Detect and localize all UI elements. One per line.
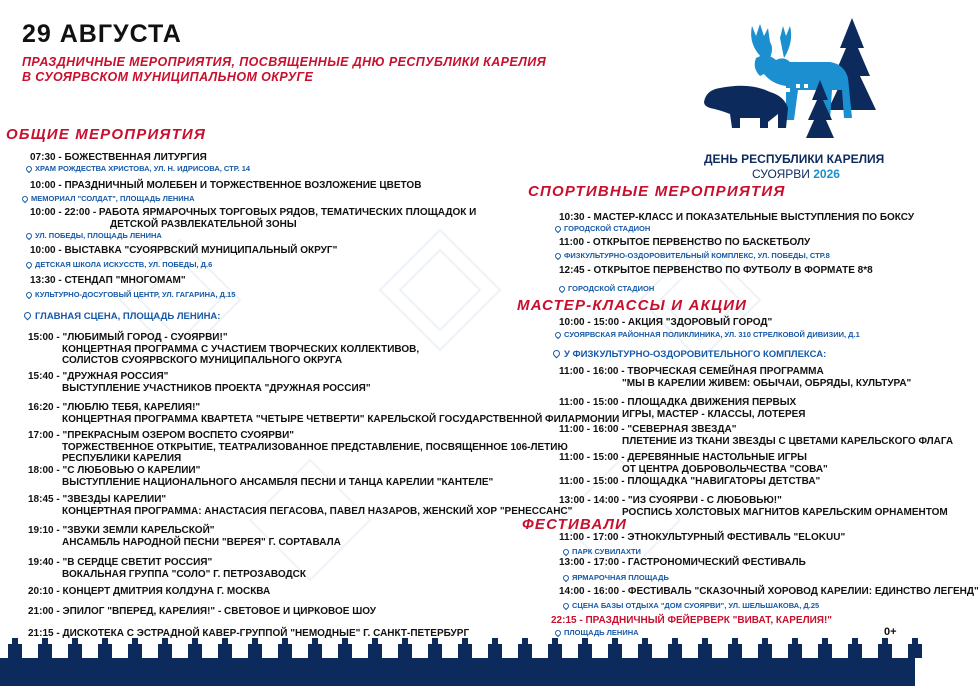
location-pin-icon [21, 195, 29, 203]
bottom-ornament-band [0, 636, 915, 686]
fest-event-3: 14:00 - 16:00 - ФЕСТИВАЛЬ "СКАЗОЧНЫЙ ХОРОВОД КАРЕЛИИ: ЕДИНСТВО ЛЕГЕНД" [559, 586, 979, 597]
fest-event-2: 13:00 - 17:00 - ГАСТРОНОМИЧЕСКИЙ ФЕСТИВАЛЬ [559, 557, 806, 568]
stage-event-4: 17:00 - "ПРЕКРАСНЫМ ОЗЕРОМ ВОСПЕТО СУОЯРВИ" ТОРЖЕСТВЕННОЕ ОТКРЫТИЕ, ТЕАТРАЛИЗОВАННОЕ ПРЕДСТАВЛЕНИЕ, ПОСВЯЩЕННОЕ 106-ЛЕТИЮ РЕСПУБЛИКИ КАРЕЛИЯ [28, 430, 568, 464]
subtitle-line-2: В СУОЯРВСКОМ МУНИЦИПАЛЬНОМ ОКРУГЕ [22, 70, 314, 84]
general-event-4: 10:00 - ВЫСТАВКА "СУОЯРВСКИЙ МУНИЦИПАЛЬНЫЙ ОКРУГ" [30, 245, 338, 256]
location-pin-icon [558, 285, 566, 293]
stage-event-10: 21:00 - ЭПИЛОГ "ВПЕРЕД, КАРЕЛИЯ!" - СВЕТОВОЕ И ЦИРКОВОЕ ШОУ [28, 606, 377, 617]
location-pin-icon [23, 311, 33, 321]
location-pin-icon [552, 349, 562, 359]
sport-event-3: 12:45 - ОТКРЫТОЕ ПЕРВЕНСТВО ПО ФУТБОЛУ В ФОРМАТЕ 8*8 [559, 265, 873, 276]
location-pin-icon [25, 232, 33, 240]
location-pin-icon [562, 602, 570, 610]
location-pin-icon [25, 261, 33, 269]
complex-event-6: 13:00 - 14:00 - "ИЗ СУОЯРВИ - С ЛЮБОВЬЮ!" РОСПИСЬ ХОЛСТОВЫХ МАГНИТОВ КАРЕЛЬСКИМ ОРНАМЕНТОМ [559, 495, 948, 518]
complex-event-5: 11:00 - 15:00 - ПЛОЩАДКА "НАВИГАТОРЫ ДЕТСТВА" [559, 476, 821, 487]
sport-event-3-location: ГОРОДСКОЙ СТАДИОН [559, 284, 654, 293]
sport-event-2: 11:00 - ОТКРЫТОЕ ПЕРВЕНСТВО ПО БАСКЕТБОЛУ [559, 237, 811, 248]
complex-event-2: 11:00 - 15:00 - ПЛОЩАДКА ДВИЖЕНИЯ ПЕРВЫХ ИГРЫ, МАСТЕР - КЛАССЫ, ЛОТЕРЕЯ [559, 397, 806, 420]
fireworks-location: ПЛОЩАДЬ ЛЕНИНА [555, 628, 639, 637]
complex-event-3: 11:00 - 16:00 - "СЕВЕРНАЯ ЗВЕЗДА" ПЛЕТЕНИЕ ИЗ ТКАНИ ЗВЕЗДЫ С ЦВЕТАМИ КАРЕЛЬСКОГО ФЛАГА [559, 424, 954, 447]
subtitle-line-1: ПРАЗДНИЧНЫЕ МЕРОПРИЯТИЯ, ПОСВЯЩЕННЫЕ ДНЮ РЕСПУБЛИКИ КАРЕЛИЯ [22, 55, 547, 69]
sport-event-2-location: ФИЗКУЛЬТУРНО-ОЗДОРОВИТЕЛЬНЫЙ КОМПЛЕКС, УЛ. ПОБЕДЫ, СТР.8 [555, 251, 830, 260]
location-pin-icon [562, 548, 570, 556]
location-pin-icon [554, 629, 562, 637]
fireworks-event: 22:15 - ПРАЗДНИЧНЫЙ ФЕЙЕРВЕРК "ВИВАТ, КАРЕЛИЯ!" [551, 615, 833, 626]
general-events-title: ОБЩИЕ МЕРОПРИЯТИЯ [6, 126, 207, 143]
stage-event-6: 18:45 - "ЗВЕЗДЫ КАРЕЛИИ" КОНЦЕРТНАЯ ПРОГРАММА: АНАСТАСИЯ ПЕГАСОВА, ПАВЕЛ НАЗАРОВ, ЖЕНСКИЙ ХОР "РЕНЕССАНС" [28, 494, 573, 517]
logo-title: ДЕНЬ РЕСПУБЛИКИ КАРЕЛИЯ [704, 152, 885, 166]
stage-event-8: 19:40 - "В СЕРДЦЕ СВЕТИТ РОССИЯ" ВОКАЛЬНАЯ ГРУППА "СОЛО" Г. ПЕТРОЗАВОДСК [28, 557, 306, 580]
general-event-2: 10:00 - ПРАЗДНИЧНЫЙ МОЛЕБЕН И ТОРЖЕСТВЕННОЕ ВОЗЛОЖЕНИЕ ЦВЕТОВ [30, 180, 422, 191]
main-stage-venue: ГЛАВНАЯ СЦЕНА, ПЛОЩАДЬ ЛЕНИНА: [24, 311, 220, 322]
stage-event-7: 19:10 - "ЗВУКИ ЗЕМЛИ КАРЕЛЬСКОЙ" АНСАМБЛЬ НАРОДНОЙ ПЕСНИ "ВЕРЕЯ" Г. СОРТАВАЛА [28, 525, 341, 548]
stage-event-11: 21:15 - ДИСКОТЕКА С ЭСТРАДНОЙ КАВЕР-ГРУППОЙ "НЕМОДНЫЕ" Г. САНКТ-ПЕТЕРБУРГ [28, 628, 470, 639]
fest-event-2-location: ЯРМАРОЧНАЯ ПЛОЩАДЬ [563, 573, 669, 582]
location-pin-icon [554, 252, 562, 260]
location-pin-icon [554, 225, 562, 233]
master-event-1-location: СУОЯРВСКАЯ РАЙОННАЯ ПОЛИКЛИНИКА, УЛ. 310 СТРЕЛКОВОЙ ДИВИЗИИ, Д.1 [555, 330, 860, 339]
general-event-1-location: ХРАМ РОЖДЕСТВА ХРИСТОВА, УЛ. Н. ИДРИСОВА, СТР. 14 [26, 164, 250, 173]
location-pin-icon [562, 574, 570, 582]
sport-event-1-location: ГОРОДСКОЙ СТАДИОН [555, 224, 650, 233]
age-rating-badge: 0+ [884, 626, 897, 638]
general-event-5: 13:30 - СТЕНДАП "МНОГОМАМ" [30, 275, 186, 286]
fest-event-1: 11:00 - 17:00 - ЭТНОКУЛЬТУРНЫЙ ФЕСТИВАЛЬ "ELOKUU" [559, 532, 846, 543]
general-event-1: 07:30 - БОЖЕСТВЕННАЯ ЛИТУРГИЯ [30, 152, 207, 163]
master-event-1: 10:00 - 15:00 - АКЦИЯ "ЗДОРОВЫЙ ГОРОД" [559, 317, 773, 328]
stage-event-2: 15:40 - "ДРУЖНАЯ РОССИЯ" ВЫСТУПЛЕНИЕ УЧАСТНИКОВ ПРОЕКТА "ДРУЖНАЯ РОССИЯ" [28, 371, 371, 394]
master-classes-title: МАСТЕР-КЛАССЫ И АКЦИИ [517, 297, 748, 314]
sport-events-title: СПОРТИВНЫЕ МЕРОПРИЯТИЯ [528, 183, 786, 200]
complex-event-4: 11:00 - 15:00 - ДЕРЕВЯННЫЕ НАСТОЛЬНЫЕ ИГРЫ ОТ ЦЕНТРА ДОБРОВОЛЬЧЕСТВА "СОВА" [559, 452, 828, 475]
event-date: 29 АВГУСТА [22, 20, 182, 48]
page-subtitle [22, 55, 682, 85]
logo-city [752, 167, 840, 181]
fest-event-3-location: СЦЕНА БАЗЫ ОТДЫХА "ДОМ СУОЯРВИ", УЛ. ШЕЛЬШАКОВА, Д.25 [563, 601, 819, 610]
festivals-title: ФЕСТИВАЛИ [522, 516, 628, 533]
complex-event-1: 11:00 - 16:00 - ТВОРЧЕСКАЯ СЕМЕЙНАЯ ПРОГРАММА "МЫ В КАРЕЛИИ ЖИВЕМ: ОБЫЧАИ, ОБРЯДЫ, КУЛЬТУРА" [559, 366, 912, 389]
location-pin-icon [25, 165, 33, 173]
stage-event-1: 15:00 - "ЛЮБИМЫЙ ГОРОД - СУОЯРВИ!" КОНЦЕРТНАЯ ПРОГРАММА С УЧАСТИЕМ ТВОРЧЕСКИХ КОЛЛЕКТИВОВ, СОЛИСТОВ СУОЯРВСКОГО МУНИЦИПАЛЬНОГО ОКРУГА [28, 332, 420, 366]
sport-event-1: 10:30 - МАСТЕР-КЛАСС И ПОКАЗАТЕЛЬНЫЕ ВЫСТУПЛЕНИЯ ПО БОКСУ [559, 212, 915, 223]
general-event-3: 10:00 - 22:00 - РАБОТА ЯРМАРОЧНЫХ ТОРГОВЫХ РЯДОВ, ТЕМАТИЧЕСКИХ ПЛОЩАДОК И ДЕТСКОЙ РАЗВЛЕКАТЕЛЬНОЙ ЗОНЫ [30, 207, 477, 230]
moose-bear-logo-icon [700, 18, 900, 153]
stage-event-9: 20:10 - КОНЦЕРТ ДМИТРИЯ КОЛДУНА Г. МОСКВА [28, 586, 271, 597]
fest-event-1-location: ПАРК СУВИЛАХТИ [563, 547, 641, 556]
stage-event-3: 16:20 - "ЛЮБЛЮ ТЕБЯ, КАРЕЛИЯ!" КОНЦЕРТНАЯ ПРОГРАММА КВАРТЕТА "ЧЕТЫРЕ ЧЕТВЕРТИ" КАРЕЛЬСКОЙ ГОСУДАРСТВЕННОЙ ФИЛАРМОНИИ [28, 402, 620, 425]
location-pin-icon [554, 331, 562, 339]
general-event-5-location: КУЛЬТУРНО-ДОСУГОВЫЙ ЦЕНТР, УЛ. ГАГАРИНА, Д.15 [26, 290, 235, 299]
logo-city-name: СУОЯРВИ [752, 167, 810, 181]
logo-year: 2026 [813, 167, 840, 181]
general-event-2-location: МЕМОРИАЛ "СОЛДАТ", ПЛОЩАДЬ ЛЕНИНА [22, 194, 195, 203]
general-event-3-location: УЛ. ПОБЕДЫ, ПЛОЩАДЬ ЛЕНИНА [26, 231, 162, 240]
location-pin-icon [25, 291, 33, 299]
sport-complex-venue: У ФИЗКУЛЬТУРНО-ОЗДОРОВИТЕЛЬНОГО КОМПЛЕКСА: [553, 349, 826, 360]
stage-event-5: 18:00 - "С ЛЮБОВЬЮ О КАРЕЛИИ" ВЫСТУПЛЕНИЕ НАЦИОНАЛЬНОГО АНСАМБЛЯ ПЕСНИ И ТАНЦА КАРЕЛИИ "КАНТЕЛЕ" [28, 465, 494, 488]
general-event-4-location: ДЕТСКАЯ ШКОЛА ИСКУССТВ, УЛ. ПОБЕДЫ, Д.6 [26, 260, 212, 269]
